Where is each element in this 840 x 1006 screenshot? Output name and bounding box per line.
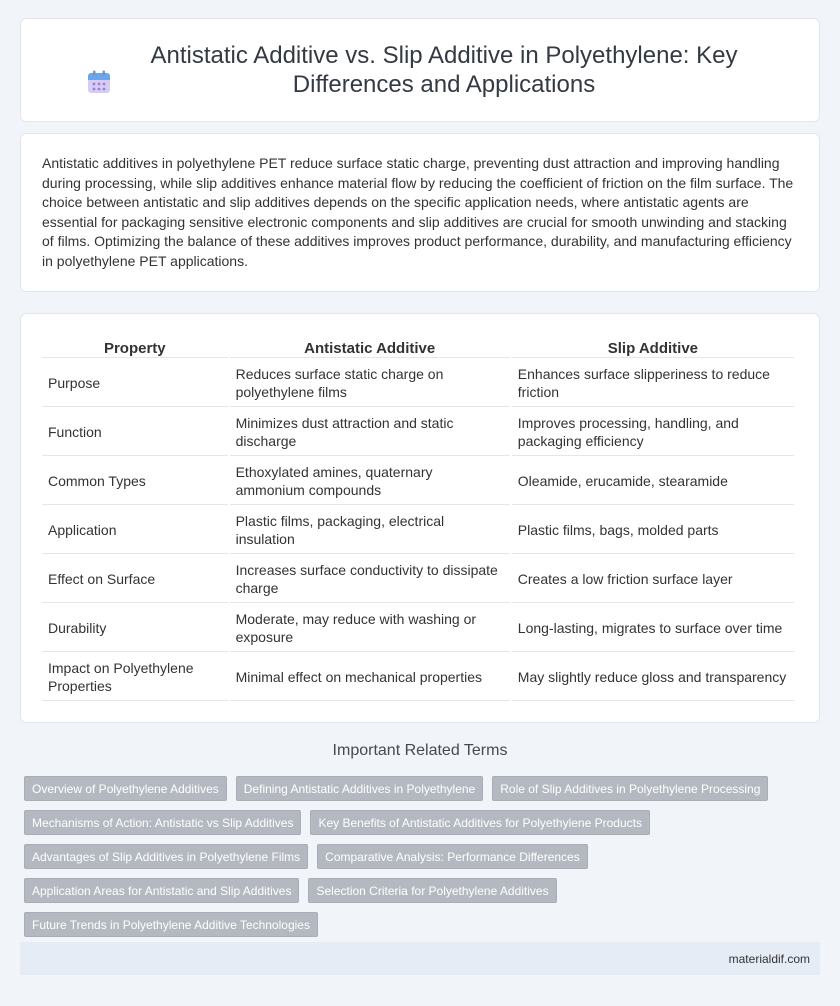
property-cell: Purpose (42, 360, 228, 407)
antistatic-cell: Increases surface conductivity to dissipate charge (230, 556, 510, 603)
table-row (42, 409, 794, 456)
header-antistatic: Antistatic Additive (230, 335, 510, 358)
table-header-row (42, 335, 794, 358)
related-term-tag[interactable]: Comparative Analysis: Performance Differences (317, 844, 588, 869)
title-card (20, 18, 820, 122)
table-row (42, 360, 794, 407)
related-term-tag[interactable]: Selection Criteria for Polyethylene Additives (308, 878, 556, 903)
page-title: Antistatic Additive vs. Slip Additive in Polyethylene: Key Differences and Applications (150, 42, 738, 98)
slip-cell: Creates a low friction surface layer (512, 556, 794, 603)
antistatic-cell: Minimal effect on mechanical properties (230, 654, 510, 701)
related-term-tag[interactable]: Mechanisms of Action: Antistatic vs Slip Additives (24, 810, 301, 835)
table-row (42, 654, 794, 701)
slip-cell: Enhances surface slipperiness to reduce friction (512, 360, 794, 407)
related-term-tag[interactable]: Key Benefits of Antistatic Additives for Polyethylene Products (310, 810, 650, 835)
table-row (42, 605, 794, 652)
related-term-tag[interactable]: Future Trends in Polyethylene Additive Technologies (24, 912, 318, 937)
intro-paragraph: Antistatic additives in polyethylene PET reduce surface static charge, preventing dust attraction and improving handling during processing, while slip additives enhance material flow by reducing the coefficient of friction on the film surface. The choice between antistatic and slip additives depends on the specific application needs, where antistatic agents are essential for packaging sensitive electronic components and slip additives are crucial for smooth unwinding and stacking of films. Optimizing the balance of these additives improves product performance, durability, and manufacturing efficiency in polyethylene PET applications. (42, 155, 794, 269)
slip-cell: Oleamide, erucamide, stearamide (512, 458, 794, 505)
title-wrap (50, 41, 790, 99)
property-cell: Impact on Polyethylene Properties (42, 654, 228, 701)
comparison-card (20, 313, 820, 723)
slip-cell: Long-lasting, migrates to surface over time (512, 605, 794, 652)
related-terms-list (24, 776, 804, 946)
property-cell: Durability (42, 605, 228, 652)
antistatic-cell: Ethoxylated amines, quaternary ammonium compounds (230, 458, 510, 505)
related-terms-heading: Important Related Terms (332, 742, 508, 759)
comparison-table (40, 333, 796, 703)
property-cell: Function (42, 409, 228, 456)
antistatic-cell: Plastic films, packaging, electrical insulation (230, 507, 510, 554)
related-term-tag[interactable]: Advantages of Slip Additives in Polyethylene Films (24, 844, 308, 869)
table-row (42, 507, 794, 554)
header-property: Property (42, 335, 228, 358)
intro-card (20, 133, 820, 292)
table-row (42, 458, 794, 505)
property-cell: Application (42, 507, 228, 554)
calendar-icon (86, 69, 112, 95)
antistatic-cell: Reduces surface static charge on polyethylene films (230, 360, 510, 407)
related-term-tag[interactable]: Defining Antistatic Additives in Polyethylene (236, 776, 483, 801)
related-term-tag[interactable]: Role of Slip Additives in Polyethylene Processing (492, 776, 768, 801)
property-cell: Common Types (42, 458, 228, 505)
antistatic-cell: Minimizes dust attraction and static discharge (230, 409, 510, 456)
property-cell: Effect on Surface (42, 556, 228, 603)
slip-cell: Plastic films, bags, molded parts (512, 507, 794, 554)
table-row (42, 556, 794, 603)
antistatic-cell: Moderate, may reduce with washing or exposure (230, 605, 510, 652)
footer (20, 942, 820, 975)
related-term-tag[interactable]: Application Areas for Antistatic and Slip Additives (24, 878, 299, 903)
related-term-tag[interactable]: Overview of Polyethylene Additives (24, 776, 227, 801)
slip-cell: Improves processing, handling, and packaging efficiency (512, 409, 794, 456)
header-slip: Slip Additive (512, 335, 794, 358)
slip-cell: May slightly reduce gloss and transparency (512, 654, 794, 701)
footer-site-link[interactable]: materialdif.com (728, 951, 810, 966)
